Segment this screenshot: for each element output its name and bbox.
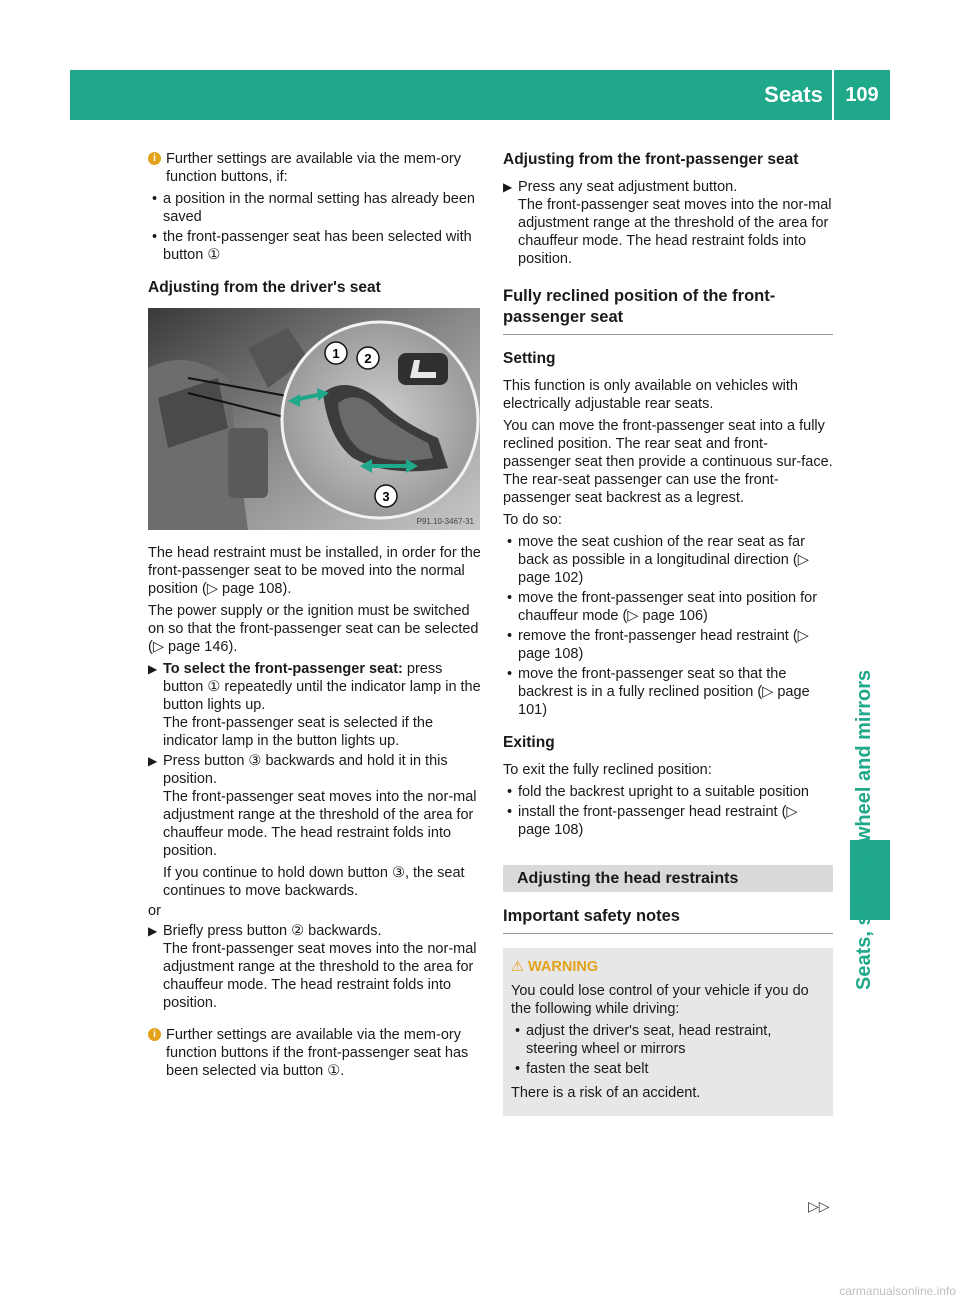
list-item: • move the seat cushion of the rear seat as far back as possible in a longitudinal direction (▷ page 102) [503,533,833,587]
section-heading: Adjusting from the driver's seat [148,279,381,296]
info-icon: i [148,152,161,165]
left-column [148,150,483,1084]
section-heading: Adjusting from the front-passenger seat [503,151,799,168]
step-result: The front-passenger seat is selected if the indicator lamp in the button lights up. [163,715,434,749]
list-item: • adjust the driver's seat, head restraint, steering wheel or mirrors [511,1022,825,1058]
right-column [503,150,833,1116]
step-arrow-icon: ▶ [148,662,158,676]
list-item: • install the front-passenger head restraint (▷ page 108) [503,803,833,839]
callout-2: 2 [364,351,372,366]
info-icon: i [148,1028,161,1041]
step-result: If you continue to hold down button ③, the seat continues to move backwards. [163,865,465,899]
step-arrow-icon: ▶ [148,754,158,768]
step-result: The front-passenger seat moves into the nor-mal adjustment range at the threshold of the area for chauffeur mode. The head restraint folds into position. [518,197,832,267]
sub-heading: Exiting [503,734,555,751]
section-title: Fully reclined position of the front-passenger seat [503,286,833,335]
list-item: • remove the front-passenger head restraint (▷ page 108) [503,627,833,663]
list-item: • a position in the normal setting has already been saved [148,190,483,226]
info-text: Further settings are available via the mem-ory function buttons if the front-passenger seat has been selected via button ①. [166,1027,469,1079]
list-item: • the front-passenger seat has been selected with button ① [148,228,483,264]
paragraph: This function is only available on vehicles with electrically adjustable rear seats. [503,378,798,412]
or-text: or [148,903,161,919]
instruction-step [503,178,833,268]
list-item: • fold the backrest upright to a suitable position [503,783,833,801]
info-text: Further settings are available via the mem-ory function buttons, if: [166,151,461,185]
chapter-section-heading: Adjusting the head restraints [503,865,833,892]
step-result: The front-passenger seat moves into the nor-mal adjustment range at the threshold to the area for chauffeur mode. The head restraint folds into position. [163,941,477,1011]
paragraph: To do so: [503,512,562,528]
seat-controls-photo [148,308,480,530]
warning-text: You could lose control of your vehicle if you do the following while driving: [511,983,809,1017]
paragraph: The head restraint must be installed, in order for the front-passenger seat to be moved into the normal position (▷ page 108). [148,545,481,597]
instruction-step [148,922,483,1012]
continue-icon: ▷▷ [808,1198,830,1214]
step-text: Press any seat adjustment button. [518,179,738,195]
warning-title: ⚠ WARNING [511,959,599,975]
page-number: 109 [845,84,879,106]
list-item: • move the front-passenger seat so that the backrest is in a fully reclined position (▷ page 101) [503,665,833,719]
paragraph: You can move the front-passenger seat into a fully reclined position. The rear seat and front-passenger seat then provide a continuous sur-face. The rear-seat passenger can use the front-passenger seat backrest as a legrest. [503,418,833,506]
step-text: Briefly press button ② backwards. [163,923,382,939]
callout-3: 3 [382,489,390,504]
watermark: carmanualsonline.info [839,1284,956,1298]
warning-risk: There is a risk of an accident. [511,1085,701,1101]
section-title: Important safety notes [503,906,833,934]
step-result: The front-passenger seat moves into the nor-mal adjustment range at the threshold of the area for chauffeur mode. The head restraint folds into position. [163,789,477,859]
list-item: • fasten the seat belt [511,1060,825,1078]
step-arrow-icon: ▶ [503,180,513,194]
warning-box [503,948,833,1116]
instruction-step [148,752,483,900]
step-bold: To select the front-passenger seat: [163,661,403,677]
sub-heading: Setting [503,350,556,367]
info-note [148,150,483,186]
callout-1: 1 [332,346,340,361]
section-title: Seats [764,82,823,107]
step-text: press button ① repeatedly until the indicator lamp in the button lights up. [163,661,481,713]
step-arrow-icon: ▶ [148,924,158,938]
instruction-step [148,660,483,750]
chapter-label: Seats, steering wheel and mirrors [853,669,875,990]
chapter-label-wrap [853,669,893,992]
image-code: P91.10-3467-31 [416,517,474,526]
paragraph: To exit the fully reclined position: [503,762,712,778]
paragraph: The power supply or the ignition must be switched on so that the front-passenger seat can be selected (▷ page 146). [148,603,479,655]
warning-triangle-icon: ⚠ [511,959,524,975]
list-item: • move the front-passenger seat into position for chauffeur mode (▷ page 106) [503,589,833,625]
info-note [148,1026,483,1080]
step-text: Press button ③ backwards and hold it in this position. [163,753,448,787]
